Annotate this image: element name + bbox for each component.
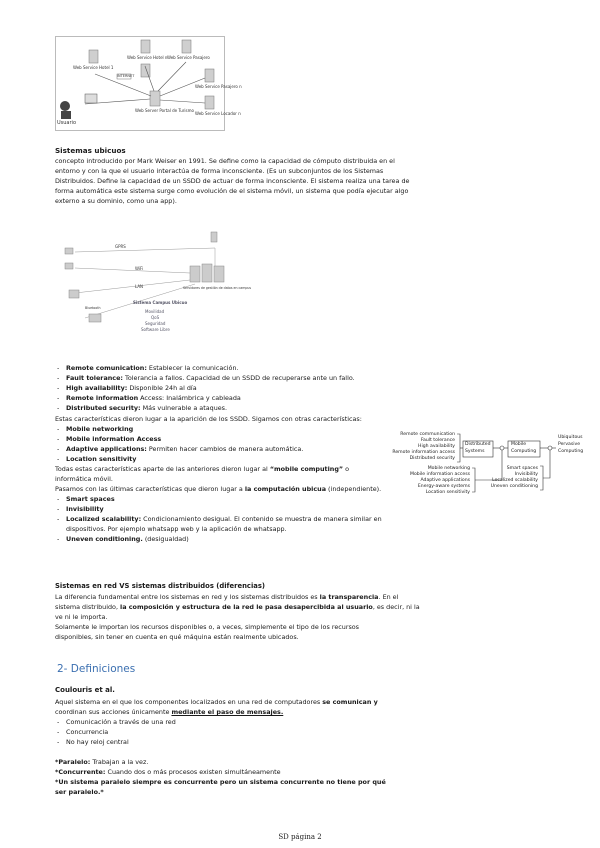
box-distributed: Distributed bbox=[465, 442, 491, 447]
para3: Todas estas características aparte de las anteriores dieron lugar al “mobile computing” o informática móvil. bbox=[55, 465, 350, 483]
node-locador-n: Web Service Locador n bbox=[195, 111, 241, 116]
dl-dist-sec: Distributed security bbox=[409, 456, 455, 461]
dr-ubiquitous: Ubiquitous bbox=[558, 435, 583, 440]
label-servers: Servidores de gestión de datos en campus bbox=[183, 286, 252, 290]
node-web-server: Web Server Portal de Turismo bbox=[135, 108, 194, 113]
dl-high-avail: High availability bbox=[418, 444, 455, 449]
node-hotel-1: Web Service Hotel 1 bbox=[73, 65, 114, 70]
dl-smart: Smart spaces bbox=[506, 466, 538, 471]
node-pasajero-n: Web Service Pasajero n bbox=[195, 84, 242, 89]
node-usuario: Usuario bbox=[57, 120, 77, 126]
node-pasajero: Web Service Pasajero bbox=[167, 55, 210, 60]
sec2-line-4: Solamente le importan los recursos disponibles o, a veces, simplemente el tipo de los recursos bbox=[55, 623, 360, 631]
dl-mobile-net: Mobile networking bbox=[427, 466, 470, 471]
list2-item-1: - Mobile networking bbox=[66, 424, 406, 434]
list3-item-1: - Smart spaces bbox=[66, 494, 406, 504]
list3-item-2: - Invisibility bbox=[66, 504, 406, 514]
note-paralelo: *Paralelo: Trabajan a la vez. bbox=[55, 758, 149, 766]
label-qos: QoS bbox=[151, 315, 160, 320]
label-movilidad: Movilidad bbox=[145, 309, 165, 314]
label-campus: Sistema Campus Ubicuo bbox=[133, 300, 188, 305]
list2-item-4: - Location sensitivity bbox=[66, 454, 406, 464]
sec2-line-2: sistema distribuido, la composición y estructura de la red le pasa desapercibida al usuario, es decir, ni la bbox=[55, 603, 420, 611]
sec3-item-1: - Comunicación a través de una red bbox=[66, 717, 406, 727]
list1-item-5: - Distributed security: Más vulnerable a ataques. bbox=[66, 403, 406, 413]
box-mobile: Mobile bbox=[511, 442, 527, 447]
label-bluetooth: Bluetooth bbox=[85, 306, 101, 310]
node-hotel-n: Web Service Hotel n bbox=[127, 55, 168, 60]
dl-location: Location sensitivity bbox=[425, 490, 470, 495]
note-sistema: *Un sistema paralelo siempre es concurrente pero un sistema concurrente no tiene por qué ser paralelo.* bbox=[55, 778, 386, 796]
dl-adaptive: Adaptive applications bbox=[420, 478, 470, 483]
sec2-title: Sistemas en red VS sistemas distribuidos (diferencias) bbox=[55, 582, 266, 590]
label-seguridad: Seguridad bbox=[145, 321, 166, 326]
sec2-line-5: disponibles, sin tener en cuenta en qué máquina están realmente ubicados. bbox=[55, 633, 299, 641]
ubiquitous-diagram bbox=[390, 430, 598, 530]
sec3-item-2: - Concurrencia bbox=[66, 727, 406, 737]
sec3-item-3: - No hay reloj central bbox=[66, 737, 406, 747]
dl-remote-info: Remote information access bbox=[392, 450, 455, 455]
sec3-author: Coulouris et al. bbox=[55, 686, 115, 694]
label-wifi: WiFi bbox=[135, 266, 144, 271]
box-systems: Systems bbox=[465, 449, 485, 454]
box-computing: Computing bbox=[511, 449, 537, 454]
figure-campus-ubicuo bbox=[55, 228, 252, 340]
para4: Pasamos con las últimas características que dieron lugar a la computación ubicua (independiente). bbox=[55, 485, 382, 493]
dr-pervasive: Pervasive bbox=[558, 442, 581, 447]
list3-item-4: - Uneven conditioning. (desigualdad) bbox=[66, 534, 406, 544]
sec3-line-1: Aquel sistema en el que los componentes localizados en una red de computadores se comunican y bbox=[55, 698, 378, 706]
note-concurrente: *Concurrente: Cuando dos o más procesos existen simultáneamente bbox=[55, 768, 281, 776]
sec3-line-2: coordinan sus acciones únicamente mediante el paso de mensajes. bbox=[55, 708, 284, 716]
node-internet: INTERNET bbox=[117, 74, 135, 78]
dl-invis: Invisibility bbox=[514, 472, 538, 477]
figure-web-services bbox=[55, 36, 242, 131]
sec2-line-1: La diferencia fundamental entre los sistemas en red y los sistemas distribuidos es la transparencia. En el bbox=[55, 593, 399, 601]
list1-item-2: - Fault tolerance: Tolerancia a fallos. Capacidad de un SSDD de recuperarse ante un fallo. bbox=[66, 373, 406, 383]
list2-item-2: - Mobile information Access bbox=[66, 434, 406, 444]
sec1-paragraph: concepto introducido por Mark Weiser en 1991. Se define como la capacidad de cómputo distribuida en el entorno y con la que el usuario interactúa de forma inconsciente. (Es un subconjuntos de los Sistemas Distribuidos. Define la capacidad de un SSDD de actuar de forma inconsciente. El sistema realiza una tarea de forma automática este sistema surge como evolución de el sistema móvil, un sistema que podía ejecutar algo externo a su dominio, como una app). bbox=[55, 157, 410, 205]
dl-mobile-info: Mobile information access bbox=[410, 472, 470, 477]
para2: Estas características dieron lugar a la aparición de los SSDD. Sigamos con otras características: bbox=[55, 415, 362, 423]
dl-remote-comm: Remote communication bbox=[400, 432, 455, 437]
sec1-title: Sistemas ubicuos bbox=[55, 146, 126, 155]
dl-fault: Fault tolerance bbox=[420, 438, 455, 443]
dl-energy: Energy-aware systems bbox=[417, 484, 470, 489]
list1-item-4: - Remote information Access: Inalámbrica y cableada bbox=[66, 393, 406, 403]
dr-computing: Computing bbox=[558, 449, 584, 454]
list1-item-1: - Remote comunication: Establecer la comunicación. bbox=[66, 363, 406, 373]
list2-item-3: - Adaptive applications: Permiten hacer cambios de manera automática. bbox=[66, 444, 406, 454]
page-footer: SD página 2 bbox=[278, 833, 322, 841]
dl-uneven: Uneven conditioning bbox=[490, 484, 538, 489]
label-gprs: GPRS bbox=[115, 244, 126, 249]
label-lan: LAN bbox=[135, 284, 144, 289]
list1-item-3: - High availability: Disponible 24h al día bbox=[66, 383, 406, 393]
sec2-line-3: ve ni le importa. bbox=[55, 613, 108, 621]
list3-item-3: - Localized scalability: Condicionamiento desigual. El contenido se muestra de manera similar en dispositivos. Por ejemplo whatsapp web y la aplicación de whatsapp. bbox=[66, 514, 386, 534]
dl-localized: Localized scalability bbox=[492, 478, 538, 483]
label-software-libre: Software Libre bbox=[141, 327, 170, 332]
sec3-heading: 2- Definiciones bbox=[57, 663, 136, 675]
